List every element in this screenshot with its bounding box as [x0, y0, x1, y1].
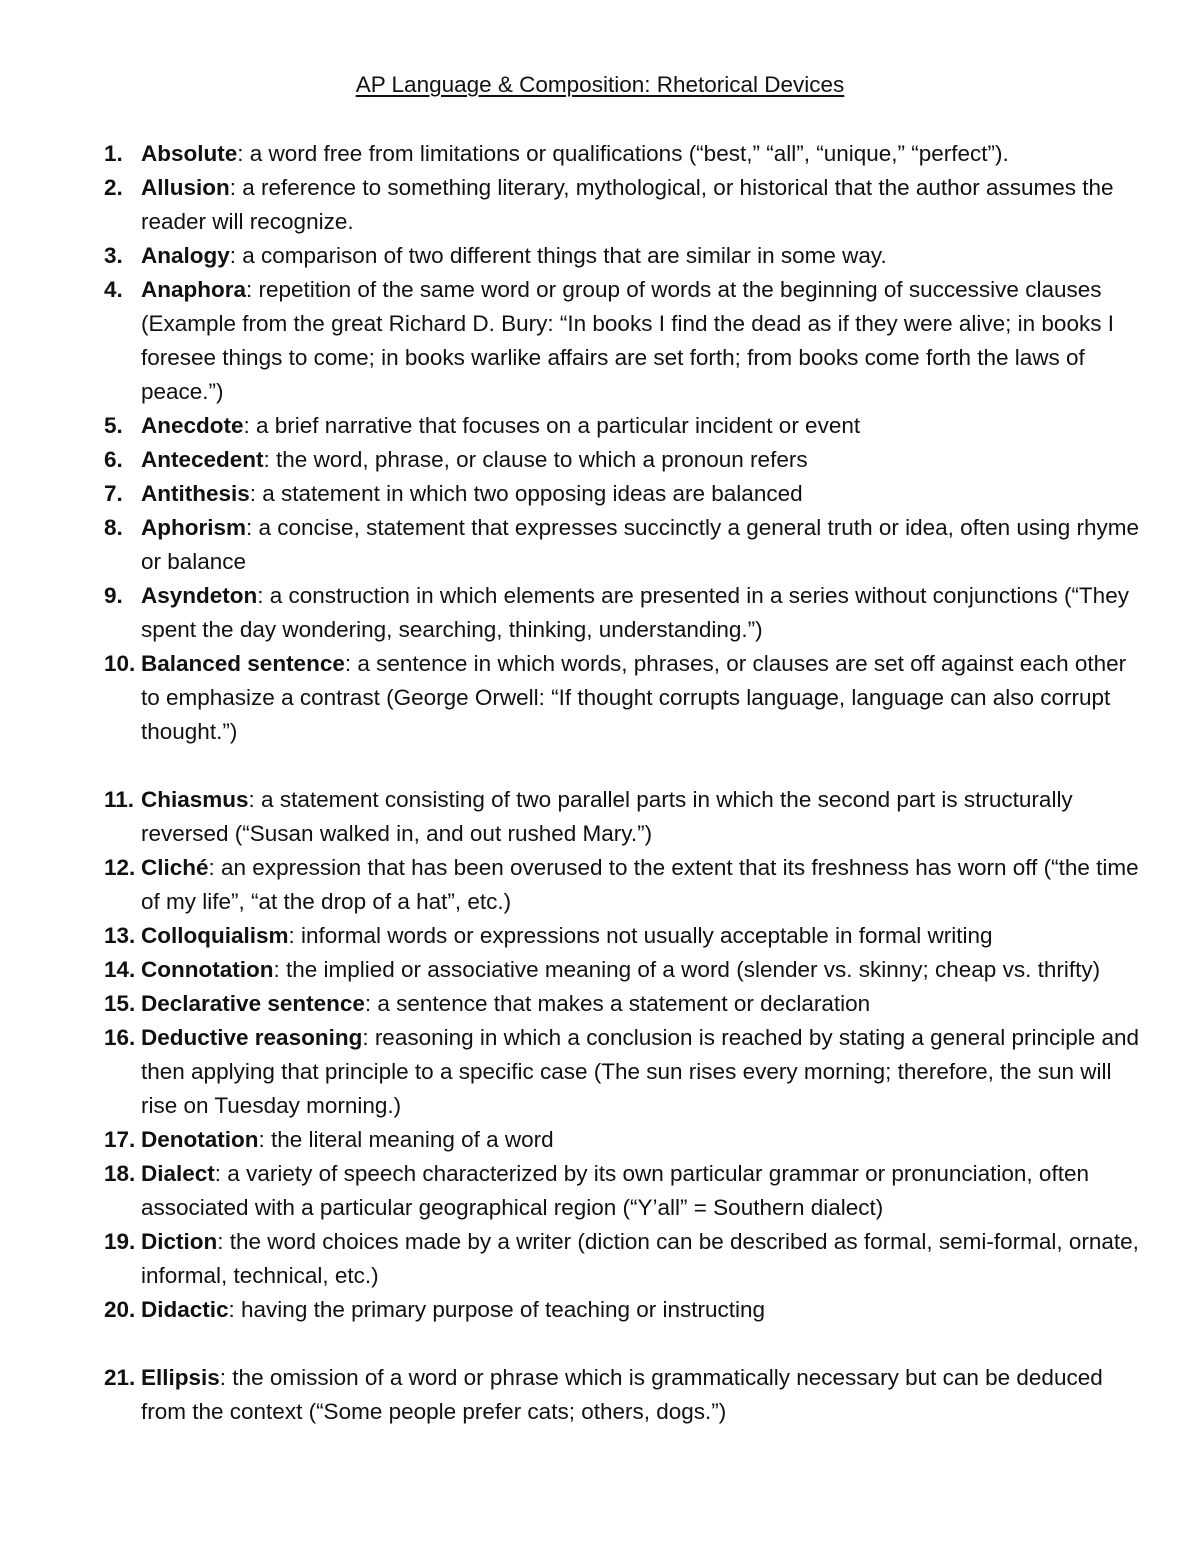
item-term: Absolute	[141, 141, 238, 166]
item-term: Declarative sentence	[141, 991, 365, 1016]
list-item	[104, 1293, 1144, 1327]
item-number: 10.	[104, 651, 136, 676]
list-item	[104, 1123, 1144, 1157]
item-number: 21.	[104, 1365, 136, 1390]
item-definition: : a sentence that makes a statement or declaration	[364, 991, 871, 1016]
item-definition: : the word choices made by a writer (diction can be described as formal, semi-formal, ornate, informal, technical, etc.)	[141, 1229, 1139, 1288]
item-number: 9.	[104, 583, 123, 608]
item-term: Asyndeton	[141, 583, 258, 608]
item-definition: : a word free from limitations or qualifications (“best,” “all”, “unique,” “perfect”).	[237, 141, 1009, 166]
list-item	[104, 919, 1144, 953]
item-number: 6.	[104, 447, 123, 472]
item-term: Denotation	[141, 1127, 259, 1152]
item-term: Antithesis	[141, 481, 250, 506]
item-number: 1.	[104, 141, 123, 166]
item-definition: : a variety of speech characterized by its own particular grammar or pronunciation, often associated with a particular geographical region (“Y’all” = Southern dialect)	[141, 1161, 1089, 1220]
item-number: 12.	[104, 855, 136, 880]
item-definition: : informal words or expressions not usually acceptable in formal writing	[288, 923, 993, 948]
list-item	[104, 477, 1144, 511]
item-term: Connotation	[141, 957, 274, 982]
item-number: 13.	[104, 923, 136, 948]
item-number: 14.	[104, 957, 136, 982]
list-item	[104, 511, 1144, 579]
item-term: Ellipsis	[141, 1365, 220, 1390]
item-definition: : a reference to something literary, mythological, or historical that the author assumes the reader will recognize.	[141, 175, 1114, 234]
list-item	[104, 579, 1144, 647]
item-number: 17.	[104, 1127, 136, 1152]
item-number: 8.	[104, 515, 123, 540]
item-term: Anaphora	[141, 277, 247, 302]
item-term: Analogy	[141, 243, 230, 268]
list-item	[104, 1225, 1144, 1293]
item-number: 7.	[104, 481, 123, 506]
item-number: 16.	[104, 1025, 136, 1050]
list-item	[104, 1157, 1144, 1225]
list-item	[104, 239, 1144, 273]
item-term: Deductive reasoning	[141, 1025, 363, 1050]
document-title: AP Language & Composition: Rhetorical Devices	[355, 72, 845, 97]
item-definition: : the omission of a word or phrase which is grammatically necessary but can be deduced from the context (“Some people prefer cats; others, dogs.”)	[141, 1365, 1103, 1424]
item-definition: : a statement in which two opposing ideas are balanced	[249, 481, 803, 506]
item-definition: : a concise, statement that expresses succinctly a general truth or idea, often using rhyme or balance	[141, 515, 1139, 574]
item-definition: : reasoning in which a conclusion is reached by stating a general principle and then applying that principle to a specific case (The sun rises every morning; therefore, the sun will rise on Tuesday morning.)	[141, 1025, 1140, 1118]
item-definition: : a construction in which elements are presented in a series without conjunctions (“They spent the day wondering, searching, thinking, understanding.”)	[141, 583, 1129, 642]
list-item	[104, 1021, 1144, 1123]
item-term: Allusion	[141, 175, 230, 200]
list-item	[104, 953, 1144, 987]
item-number: 18.	[104, 1161, 136, 1186]
list-item	[104, 137, 1144, 171]
item-term: Anecdote	[141, 413, 244, 438]
item-term: Chiasmus	[141, 787, 249, 812]
list-item	[104, 987, 1144, 1021]
item-term: Diction	[141, 1229, 218, 1254]
item-definition: : the implied or associative meaning of a word (slender vs. skinny; cheap vs. thrifty)	[273, 957, 1101, 982]
list-item	[104, 1361, 1144, 1429]
item-number: 15.	[104, 991, 136, 1016]
item-number: 4.	[104, 277, 123, 302]
item-number: 11.	[104, 787, 135, 812]
item-definition: : a comparison of two different things that are similar in some way.	[229, 243, 887, 268]
list-item	[104, 851, 1144, 919]
item-term: Antecedent	[141, 447, 264, 472]
list-item	[104, 273, 1144, 409]
list-item	[104, 783, 1144, 851]
list-item	[104, 409, 1144, 443]
item-definition: : a brief narrative that focuses on a particular incident or event	[243, 413, 861, 438]
item-number: 20.	[104, 1297, 136, 1322]
item-definition: : having the primary purpose of teaching or instructing	[228, 1297, 766, 1322]
item-number: 5.	[104, 413, 123, 438]
item-term: Didactic	[141, 1297, 229, 1322]
item-term: Colloquialism	[141, 923, 289, 948]
item-definition: : the literal meaning of a word	[258, 1127, 554, 1152]
item-definition: : an expression that has been overused to the extent that its freshness has worn off (“the time of my life”, “at the drop of a hat”, etc.)	[141, 855, 1139, 914]
list-item	[104, 171, 1144, 239]
item-term: Dialect	[141, 1161, 215, 1186]
item-term: Cliché	[141, 855, 209, 880]
list-item	[104, 647, 1144, 749]
rhetorical-devices-list	[104, 137, 1144, 1429]
item-definition: : the word, phrase, or clause to which a pronoun refers	[263, 447, 808, 472]
list-item	[104, 443, 1144, 477]
item-definition: : a statement consisting of two parallel parts in which the second part is structurally reversed (“Susan walked in, and out rushed Mary.”)	[141, 787, 1073, 846]
item-number: 19.	[104, 1229, 136, 1254]
item-term: Aphorism	[141, 515, 247, 540]
item-definition: : a sentence in which words, phrases, or clauses are set off against each other to emphasize a contrast (George Orwell: “If thought corrupts language, language can also corrupt thought.”)	[141, 651, 1127, 744]
item-definition: : repetition of the same word or group of words at the beginning of successive clauses (Example from the great Richard D. Bury: “In books I find the dead as if they were alive; in books I foresee things to come; in books warlike affairs are set forth; from books come forth the laws of peace.”)	[141, 277, 1114, 404]
item-number: 2.	[104, 175, 123, 200]
item-term: Balanced sentence	[141, 651, 345, 676]
item-number: 3.	[104, 243, 123, 268]
